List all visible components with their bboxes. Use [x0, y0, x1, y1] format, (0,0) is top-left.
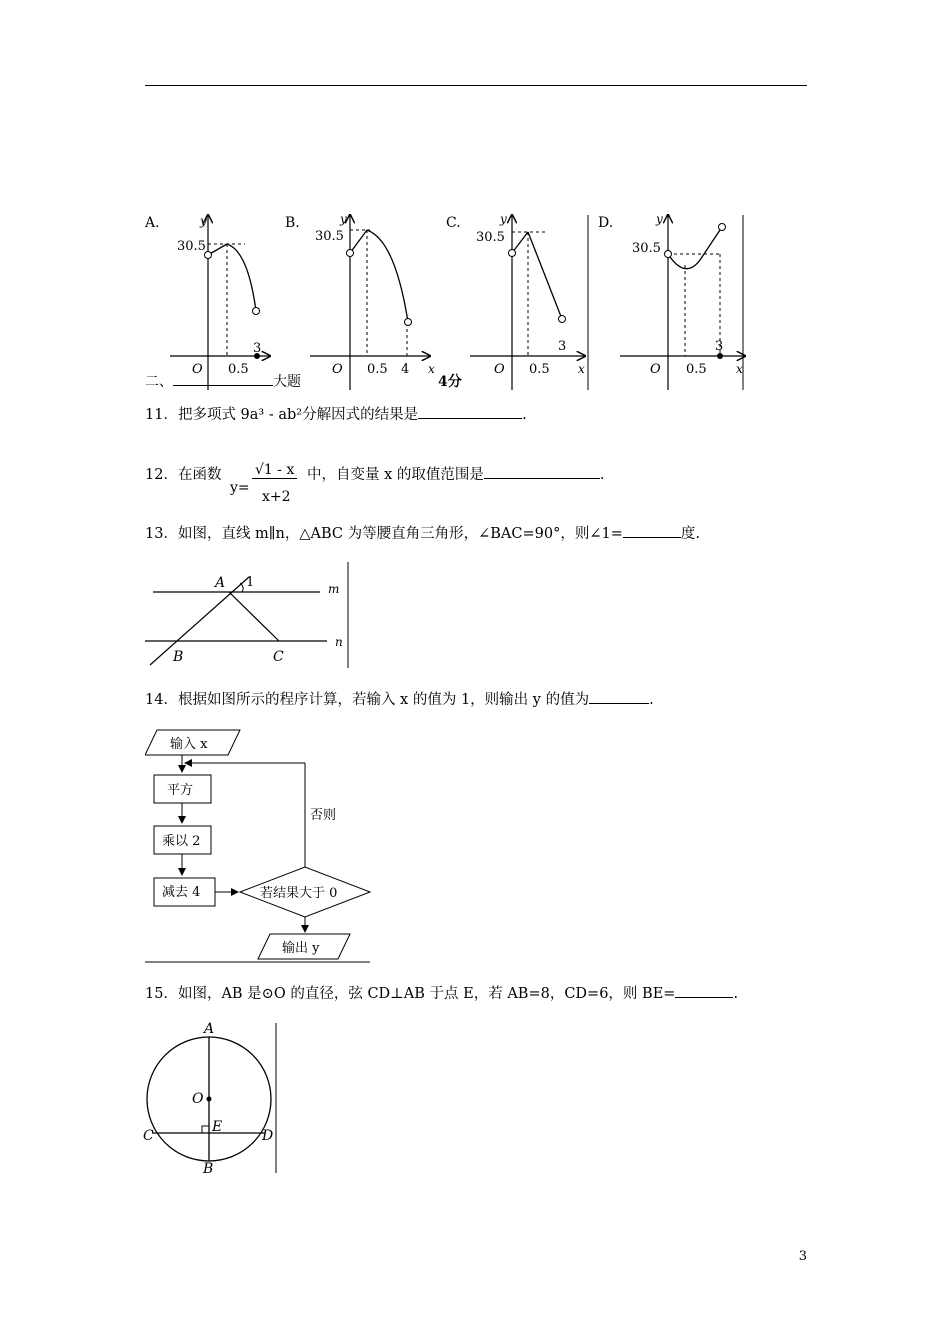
option-c-label: C.: [446, 215, 461, 231]
graph-d: [620, 212, 745, 390]
svg-text:4: 4: [401, 362, 410, 377]
q12-numerator: √1 - x: [252, 462, 297, 479]
svg-text:30.5: 30.5: [476, 230, 505, 245]
section-two-score: 4分: [438, 374, 462, 390]
svg-text:A: A: [215, 575, 226, 591]
svg-text:O: O: [192, 362, 203, 377]
svg-text:B: B: [173, 649, 184, 665]
question-12-post: [307, 463, 605, 484]
svg-text:n: n: [335, 635, 343, 649]
option-d-label: D.: [598, 215, 614, 231]
question-15: [145, 982, 738, 1003]
svg-text:D: D: [262, 1128, 274, 1144]
svg-text:30.5: 30.5: [632, 241, 661, 256]
question-12-pre: 12．在函数: [145, 467, 222, 483]
svg-text:C: C: [273, 649, 284, 665]
q15-figure: [140, 1018, 285, 1178]
svg-text:0.5: 0.5: [686, 362, 707, 377]
svg-text:输出 y: 输出 y: [282, 941, 320, 956]
section-two-heading: [145, 371, 301, 391]
svg-text:m: m: [328, 582, 340, 596]
q13-text: 13．如图，直线 m∥n，△ABC 为等腰直角三角形，∠BAC=90°，则∠1=: [145, 526, 623, 542]
svg-text:x: x: [578, 362, 585, 376]
svg-text:否则: 否则: [310, 808, 337, 823]
svg-text:3: 3: [253, 341, 262, 356]
svg-text:C: C: [143, 1128, 154, 1144]
svg-text:O: O: [332, 362, 343, 377]
q15-answer-blank[interactable]: [675, 997, 733, 998]
q14-end: .: [649, 692, 654, 708]
q15-end: .: [733, 986, 739, 1002]
q11-end: .: [522, 407, 527, 423]
svg-text:平方: 平方: [167, 783, 194, 798]
svg-text:1: 1: [246, 575, 255, 590]
q14-answer-blank[interactable]: [589, 703, 649, 704]
svg-text:乘以 2: 乘以 2: [162, 834, 201, 849]
graph-b: [310, 212, 435, 390]
page-number: 3: [798, 1249, 807, 1264]
svg-text:0.5: 0.5: [529, 362, 550, 377]
graph-a: [170, 214, 270, 390]
svg-text:y: y: [500, 212, 507, 226]
q13-end: 度.: [680, 526, 700, 542]
q13-answer-blank[interactable]: [623, 537, 681, 538]
svg-text:O: O: [494, 362, 505, 377]
question-13: [145, 522, 700, 543]
svg-text:O: O: [650, 362, 661, 377]
svg-text:B: B: [203, 1161, 214, 1177]
svg-text:y: y: [340, 212, 347, 226]
header-rule: [145, 85, 807, 86]
svg-text:0.5: 0.5: [367, 362, 388, 377]
q11-text: 11．把多项式 9a³ - ab²分解因式的结果是: [145, 407, 419, 423]
svg-text:30.5: 30.5: [315, 229, 344, 244]
option-b-label: B.: [285, 215, 300, 231]
svg-text:3: 3: [715, 339, 724, 354]
option-a-label: A.: [145, 215, 160, 231]
q12-post-text: 中，自变量 x 的取值范围是: [307, 467, 484, 483]
svg-text:0.5: 0.5: [228, 362, 249, 377]
section-two-prefix: 二、: [145, 374, 173, 390]
section-two-mid: 大题: [273, 374, 301, 390]
question-11: [145, 403, 527, 424]
svg-text:输入 x: 输入 x: [170, 737, 208, 752]
question-14: [145, 688, 654, 709]
q12-answer-blank[interactable]: [484, 478, 600, 479]
q14-flowchart: [145, 725, 375, 965]
svg-text:O: O: [192, 1091, 204, 1107]
svg-text:A: A: [204, 1021, 215, 1037]
graph-c: [470, 212, 585, 390]
svg-text:E: E: [212, 1119, 223, 1135]
svg-text:x: x: [736, 362, 743, 376]
svg-text:3: 3: [558, 339, 567, 354]
q12-denominator: x+2: [262, 489, 291, 505]
q13-figure: [145, 560, 355, 670]
option-graphs: [160, 205, 760, 395]
svg-text:若结果大于 0: 若结果大于 0: [260, 886, 338, 901]
graph-a-y-value: 30.5: [177, 239, 206, 254]
svg-text:减去 4: 减去 4: [162, 885, 201, 900]
q15-text: 15．如图，AB 是⊙O 的直径，弦 CD⊥AB 于点 E，若 AB=8，CD=6，则 BE=: [145, 986, 676, 1002]
svg-text:x: x: [428, 362, 435, 376]
svg-text:y: y: [656, 212, 663, 226]
svg-text:y: y: [200, 214, 207, 228]
q12-function-y: y=: [230, 480, 250, 496]
q14-text: 14．根据如图所示的程序计算，若输入 x 的值为 1，则输出 y 的值为: [145, 692, 590, 708]
q12-end: .: [599, 467, 605, 483]
q11-answer-blank[interactable]: [418, 418, 522, 419]
